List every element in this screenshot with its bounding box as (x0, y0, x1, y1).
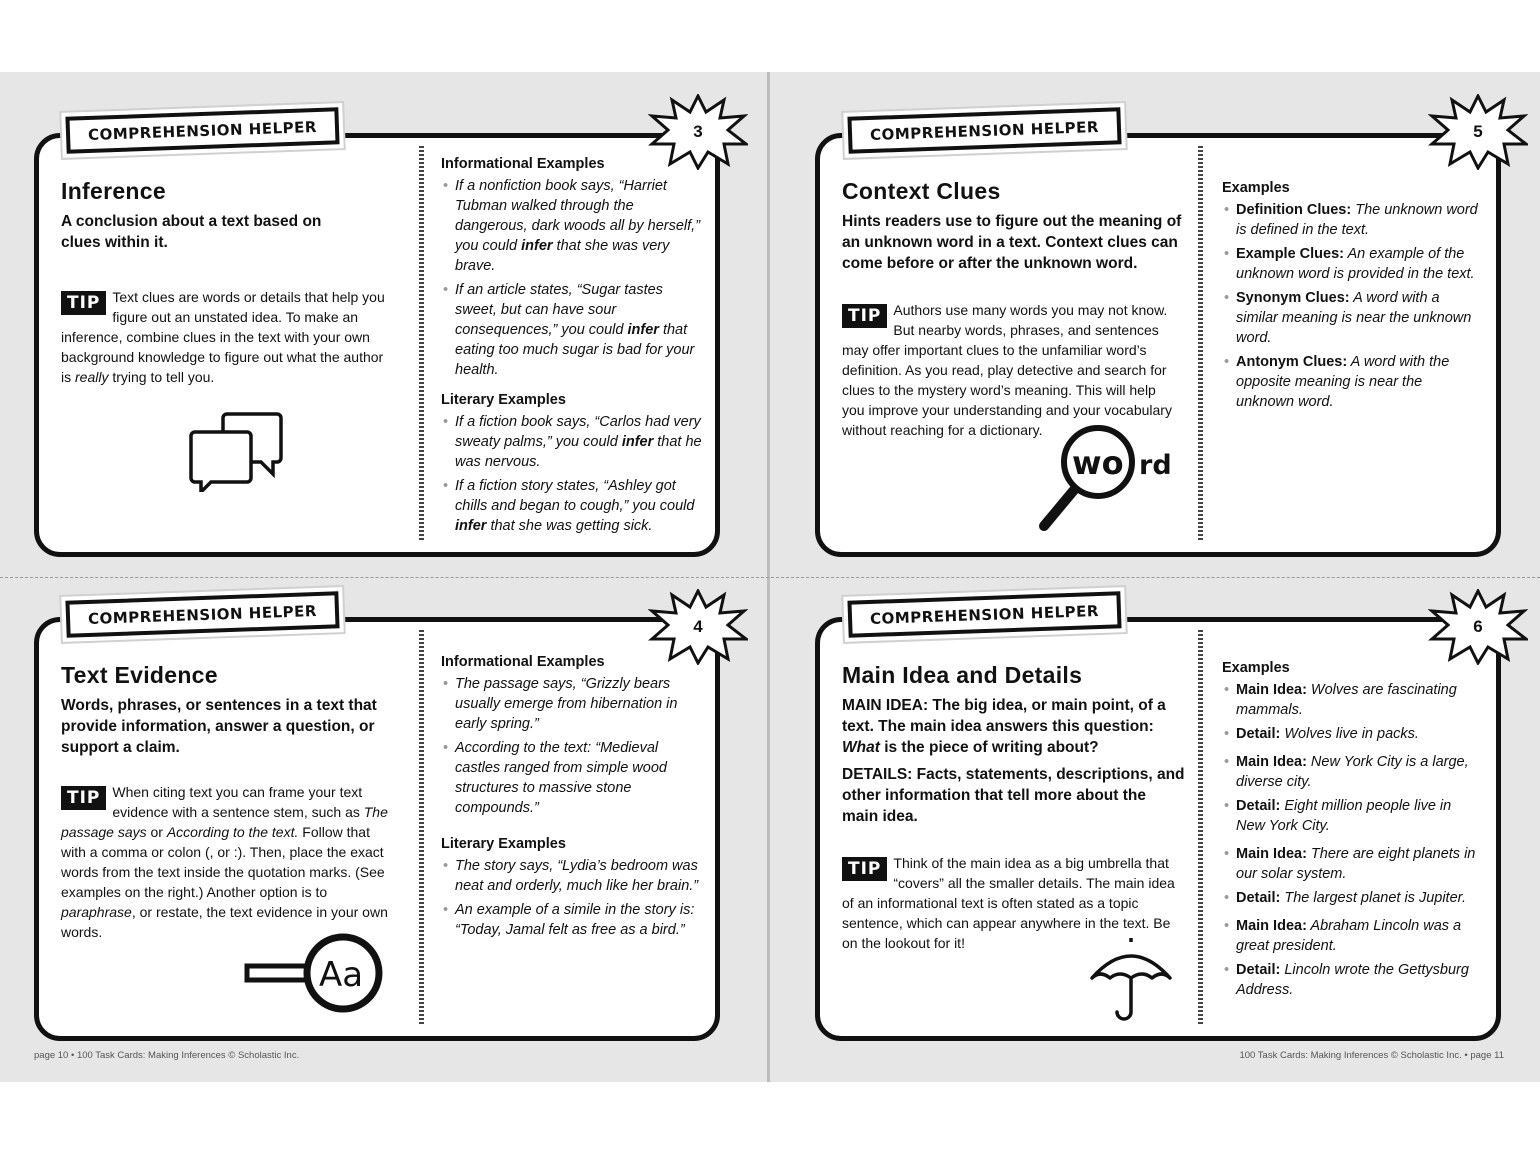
comprehension-helper-tag: COMPREHENSION HELPER (847, 107, 1121, 154)
tip-badge: TIP (842, 304, 887, 328)
column-divider (419, 630, 424, 1026)
tip-block: TIP When citing text you can frame your text evidence with a sentence stem, such as The passage says or According to the text. Follow that with a comma or colon (, or :). Then, place the exact words from the text inside the quotation marks. (See examples on the right.) Another option is to paraphrase, or restate, the text evidence in your own words. (61, 784, 388, 940)
list-item: • Detail: Eight million people live in New York City. (1222, 796, 1484, 836)
list-item: • If a nonfiction book says, “Harriet Tubman walked through the dangerous, dark woods all by herself,” you could infer that she was very brave. (441, 176, 703, 276)
list-item: • Synonym Clues: A word with a similar meaning is near the unknown word. (1222, 288, 1484, 348)
tip-block: TIP Think of the main idea as a big umbrella that “covers” all the smaller details. The main idea of an informational text is often stated as a topic sentence, which can appear anywhere in the text. Be on the lookout for it! (842, 855, 1175, 951)
examples-column: Examples • Main Idea: Wolves are fascinating mammals. • Detail: Wolves live in packs. • Main Idea: New York City is a large, diverse city. • Detail: Eight million people live in New York City. • Main Idea: There are eight planets in our solar system. • Detail: The largest planet is Jupiter. • Main Idea: Abraham Lincoln was a great president. • Detail: Lincoln wrote the Gettysburg Address. (1222, 660, 1484, 1012)
list-item: • An example of a simile in the story is: “Today, Jamal felt as free as a bird.” (441, 900, 703, 940)
comprehension-helper-tag: COMPREHENSION HELPER (65, 107, 339, 154)
card-title: Context Clues (842, 178, 1001, 204)
column-divider (419, 146, 424, 542)
list-item: • Example Clues: An example of the unknown word is provided in the text. (1222, 244, 1484, 284)
list-item: • Detail: Lincoln wrote the Gettysburg Address. (1222, 960, 1484, 1000)
list-item: • Main Idea: There are eight planets in our solar system. (1222, 844, 1484, 884)
card-definition: A conclusion about a text based on clues within it. (61, 213, 322, 251)
card-inference (34, 133, 720, 557)
examples-column: Informational Examples • The passage says, “Grizzly bears usually emerge from hibernation in early spring.” • According to the text: “Medieval castles ranged from simple wood structures to massive stone compounds.” Literary Examples • The story says, “Lydia’s bedroom was neat and orderly, much like her brain.” • An example of a simile in the story is: “Today, Jamal felt as free as a bird.” (441, 654, 703, 952)
list-item: • The passage says, “Grizzly bears usually emerge from hibernation in early spring.” (441, 674, 703, 734)
list-item: • Detail: The largest planet is Jupiter. (1222, 888, 1484, 908)
column-divider (1198, 146, 1203, 542)
details-definition: DETAILS: Facts, statements, descriptions, and other information that tell more about the main idea. (842, 766, 1185, 825)
card-number-burst: 5 (1428, 94, 1528, 170)
svg-text:wo: wo (1072, 444, 1124, 482)
list-item: • Main Idea: New York City is a large, diverse city. (1222, 752, 1484, 792)
list-item: • Main Idea: Wolves are fascinating mammals. (1222, 680, 1484, 720)
list-item: • According to the text: “Medieval castles ranged from simple wood structures to massive stone compounds.” (441, 738, 703, 818)
examples-column: Examples • Definition Clues: The unknown word is defined in the text. • Example Clues: An example of the unknown word is provided in the text. • Synonym Clues: A word with a similar meaning is near the unknown word. • Antonym Clues: A word with the opposite meaning is near the unknown word. (1222, 180, 1484, 424)
footer-right: 100 Task Cards: Making Inferences © Scholastic Inc. • page 11 (1239, 1050, 1504, 1061)
card-number-burst: 6 (1428, 589, 1528, 665)
list-item: • Antonym Clues: A word with the opposite meaning is near the unknown word. (1222, 352, 1484, 412)
card-main-idea (815, 617, 1501, 1041)
speech-bubbles-icon (189, 410, 285, 497)
column-divider (1198, 630, 1203, 1026)
tip-badge: TIP (61, 786, 106, 810)
list-item: • If a fiction book says, “Carlos had very sweaty palms,” you could infer that he was nervous. (441, 412, 703, 472)
tip-badge: TIP (61, 291, 106, 315)
umbrella-icon (1088, 938, 1174, 1029)
tip-block: TIP Text clues are words or details that help you figure out an unstated idea. To make an inference, combine clues in the text with your own background knowledge to figure out what the author is really trying to tell you. (61, 289, 385, 385)
list-item: • If a fiction story states, “Ashley got chills and began to cough,” you could infer that she was getting sick. (441, 476, 703, 536)
list-item: • Definition Clues: The unknown word is defined in the text. (1222, 200, 1484, 240)
tip-block: TIP Authors use many words you may not know. But nearby words, phrases, and sentences may offer important clues to the unfamiliar word’s definition. As you read, play detective and search for clues to the mystery word’s meaning. This will help you improve your understanding and your vocabulary without reaching for a dictionary. (842, 302, 1172, 438)
magnifying-glass-icon (1036, 422, 1176, 539)
card-definition: Words, phrases, or sentences in a text that provide information, answer a question, or support a claim. (61, 697, 377, 756)
list-item: • If an article states, “Sugar tastes sweet, but can have sour consequences,” you could infer that eating too much sugar is bad for your health. (441, 280, 703, 380)
card-title: Text Evidence (61, 662, 218, 688)
comprehension-helper-tag: COMPREHENSION HELPER (65, 591, 339, 638)
card-number-burst: 3 (648, 94, 748, 170)
tip-badge: TIP (842, 857, 887, 881)
footer-left: page 10 • 100 Task Cards: Making Inferences © Scholastic Inc. (34, 1050, 300, 1061)
examples-column: Informational Examples • If a nonfiction book says, “Harriet Tubman walked through the dangerous, dark woods all by herself,” you could infer that she was very brave. • If an article states, “Sugar tastes sweet, but can have sour consequences,” you could infer that eating too much sugar is bad for your health. Literary Examples • If a fiction book says, “Carlos had very sweaty palms,” you could infer that he was nervous. • If a fiction story states, “Ashley got chills and began to cough,” you could infer that she was getting sick. (441, 156, 703, 548)
list-item: • Main Idea: Abraham Lincoln was a great president. (1222, 916, 1484, 956)
card-text-evidence (34, 617, 720, 1041)
svg-text:Aa: Aa (319, 955, 364, 995)
list-item: • Detail: Wolves live in packs. (1222, 724, 1484, 744)
magnifier-aa-icon (243, 932, 389, 1021)
list-item: • The story says, “Lydia’s bedroom was neat and orderly, much like her brain.” (441, 856, 703, 896)
cut-line (0, 577, 1540, 578)
card-title: Main Idea and Details (842, 662, 1083, 688)
card-context-clues (815, 133, 1501, 557)
card-definition: Hints readers use to figure out the meaning of an unknown word in a text. Context clues can come before or after the unknown word. (842, 213, 1182, 272)
comprehension-helper-tag: COMPREHENSION HELPER (847, 591, 1121, 638)
svg-text:rd: rd (1139, 450, 1172, 481)
main-idea-definition: MAIN IDEA: The big idea, or main point, of a text. The main idea answers this question: What is the piece of writing about? (842, 697, 1166, 756)
card-number-burst: 4 (648, 589, 748, 665)
card-title: Inference (61, 178, 166, 204)
